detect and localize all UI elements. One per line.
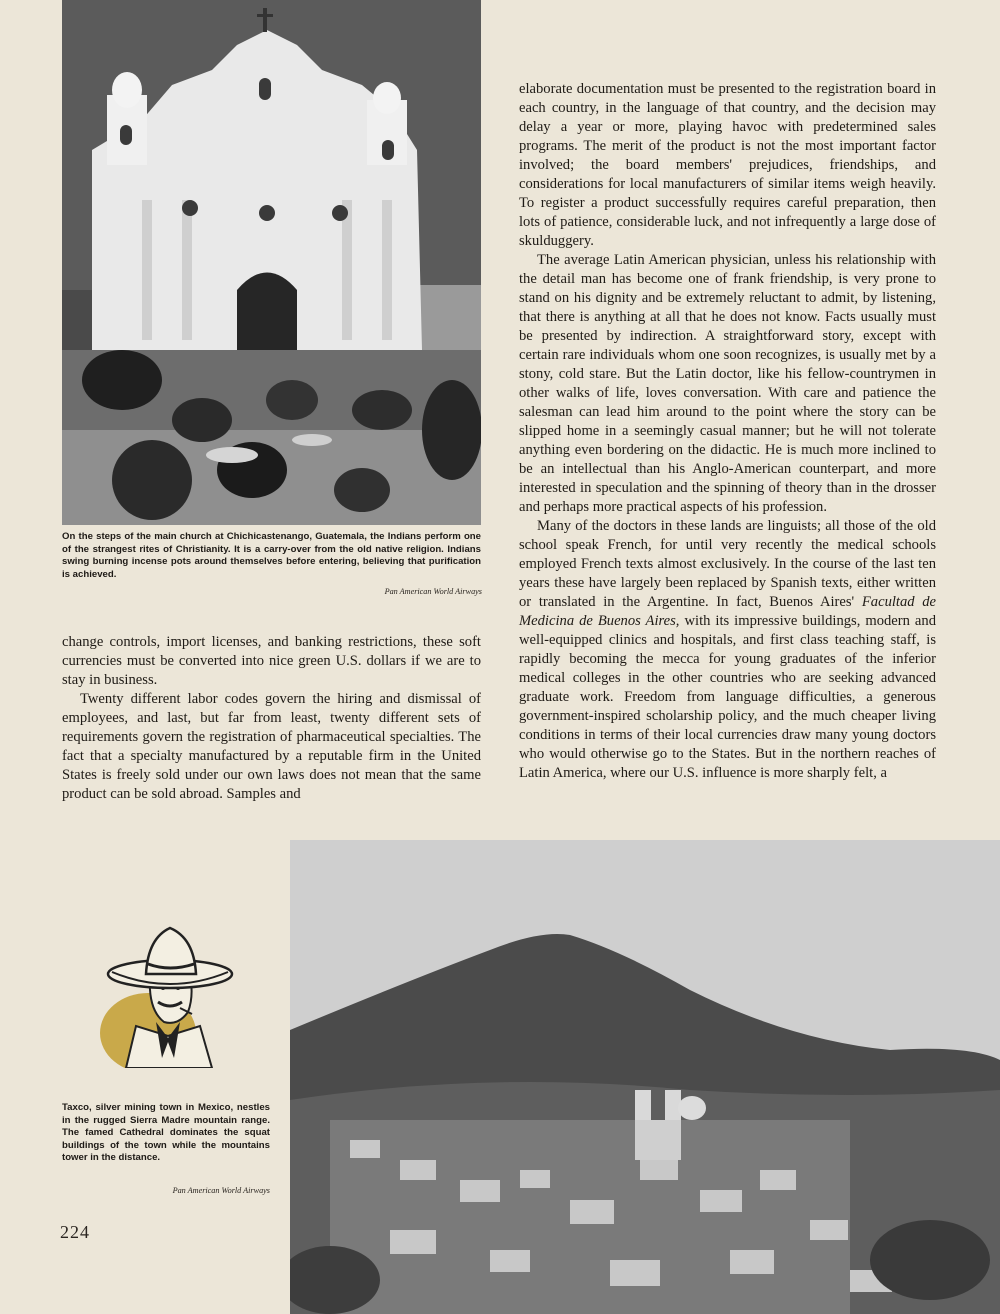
taxco-photo-credit: Pan American World Airways [172,1186,270,1195]
church-photo-caption: On the steps of the main church at Chichicastenango, Guatemala, the Indians perform one of the strangest rites of Christianity. It is a carry-over from the old native religion. Indians swing burning incense pots around themselves before entering, believing that purification is achieved. [62,531,481,580]
sombrero-man-icon [98,918,238,1068]
facultad-name: Facultad de Medicina de Buenos Aires, [519,594,937,629]
church-photo-credit: Pan American World Airways [384,587,482,596]
right-paragraph-2: The average Latin American physician, unless his relationship with the detail man has become one of frank friendship, is very prone to stand on his dignity and be extremely reluctant to admit, by listening, that there is anything at all that he does not know. Facts usually must be presented by indirection. A straightforward story, except with certain rare individuals whom one soon recognizes, is usually met by a stony, cold stare. But the Latin doctor, like his fellow-countrymen in other walks of life, loves conversation. With care and patience the salesman can lead him around to the point where the story can be slipped home in a seemingly casual manner; but he will not tolerate anything even bordering on the didactic. He is much more inclined to be an intellectual than his Anglo-American counterpart, and more interested in speculation and the spinning of theory than in the drosser and perhaps more practical aspects of his profession. [519,252,936,515]
taxco-image [290,840,1000,1314]
right-paragraph-3 [519,517,936,783]
church-image [62,0,481,525]
church-photo [62,0,481,525]
page-number: 224 [60,1222,90,1242]
left-column [62,633,481,804]
taxco-photo-caption: Taxco, silver mining town in Mexico, nestles in the rugged Sierra Madre mountain range. The famed Cathedral dominates the squat buildings of the town while the mountains tower in the distance. [62,1102,270,1164]
left-paragraph-2: Twenty different labor codes govern the hiring and dismissal of employees, and last, but far from least, twenty different sets of requirements govern the registration of pharmaceutical specialties. The fact that a specialty manufactured by a reputable firm in the United States is freely sold under our own laws does not mean that the same product can be sold abroad. Samples and [62,691,481,802]
right-paragraph-3-end: with its impressive buildings, modern and well-equipped clinics and hospitals, and first class teaching staff, is rapidly becoming the mecca for young graduates of the inferior medical colleges in the other countries who are seeking advanced graduate work. Freedom from language difficulties, a generous government-inspired scholarship policy, and the much cheaper living conditions in terms of their local currencies draw many young doctors who would otherwise go to the States. But in the northern reaches of Latin America, where our U.S. influence is more sharply felt, a [519,613,936,781]
right-paragraph-1: elaborate documentation must be presented to the registration board in each country, in the language of that country, and the decision may delay a year or more, playing havoc with predetermined sales programs. The merit of the product is not the most important factor involved; the board members' prejudices, friendships, and considerations for local manufacturers of similar items weigh heavily. To register a product successfully requires careful preparation, then lots of patience, considerable luck, and not infrequently a large dose of skulduggery. [519,81,936,249]
right-column [519,80,936,783]
left-paragraph-1: change controls, import licenses, and banking restrictions, these soft currencies must be converted into nice green U.S. dollars if we are to stay in business. [62,634,481,688]
right-paragraph-3-start: Many of the doctors in these lands are linguists; all those of the old school speak French, for until very recently the medical schools employed French texts almost exclusively. In the course of the last ten years these have largely been replaced by Spanish texts, either written or translated in the Argentine. In fact, Buenos Aires' [519,518,936,610]
taxco-photo [290,840,1000,1314]
